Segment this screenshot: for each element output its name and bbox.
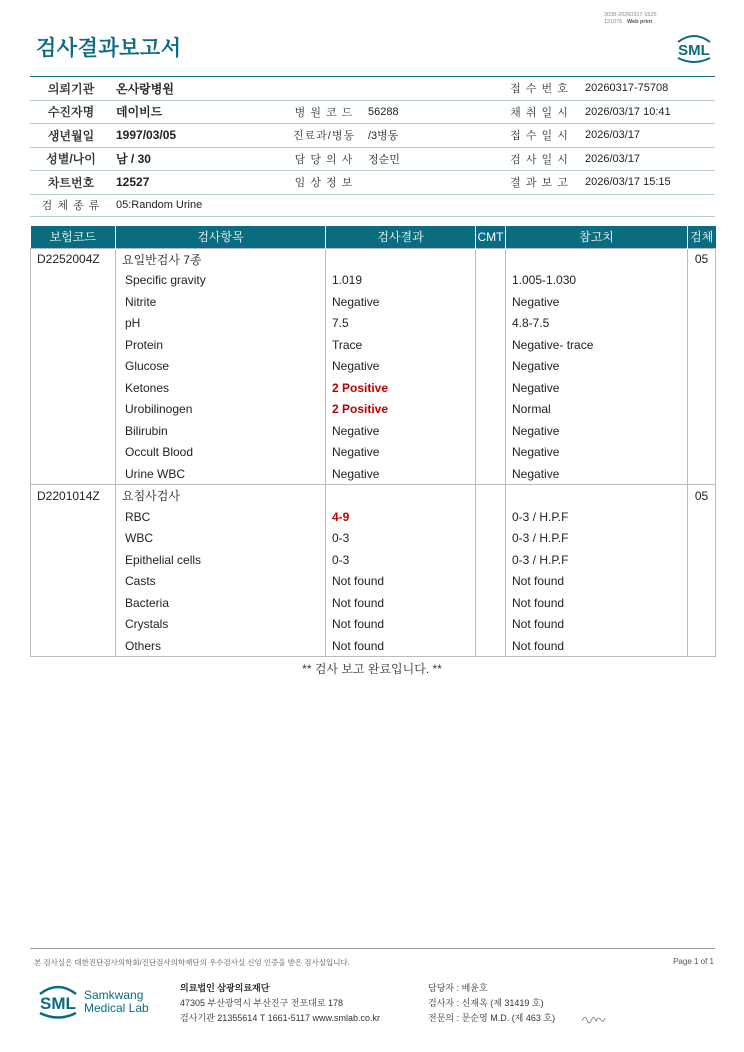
info-value xyxy=(364,77,498,101)
results-header-cell: 검체 xyxy=(688,226,716,248)
test-item-name: Ketones xyxy=(116,377,326,399)
info-row xyxy=(30,147,715,171)
info-row xyxy=(30,171,715,195)
specimen-code: 05 xyxy=(688,485,716,507)
table-row xyxy=(31,420,716,442)
svg-text:SML: SML xyxy=(40,994,76,1013)
reference-range: Negative xyxy=(506,463,688,485)
test-item-name: Crystals xyxy=(116,614,326,636)
info-row xyxy=(30,124,715,148)
specimen-value: 05:Random Urine xyxy=(112,194,715,216)
info-row-specimen xyxy=(30,194,715,216)
test-item-name: Epithelial cells xyxy=(116,549,326,571)
info-label: 결 과 보 고 xyxy=(498,171,581,195)
org-contact: 검사기관 21355614 T 1661-5117 www.smlab.co.kr xyxy=(180,1013,381,1023)
info-row xyxy=(30,100,715,124)
insurance-code: D2201014Z xyxy=(31,485,116,507)
group-row xyxy=(31,248,716,270)
info-value xyxy=(364,171,498,195)
group-row xyxy=(31,485,716,507)
info-label: 의뢰기관 xyxy=(30,77,112,101)
accreditation-note: 본 검사실은 대한진단검사의학회/진단검사의학재단의 우수검사실 신임 인증을 받은 검사실입니다. xyxy=(34,958,350,967)
test-item-name: Casts xyxy=(116,571,326,593)
test-result: Negative xyxy=(326,442,476,464)
reference-range: Normal xyxy=(506,399,688,421)
info-label: 채 취 일 시 xyxy=(498,100,581,124)
info-label: 차트번호 xyxy=(30,171,112,195)
test-item-name: Others xyxy=(116,635,326,657)
footer-divider xyxy=(30,948,715,949)
table-row xyxy=(31,528,716,550)
info-label xyxy=(284,77,364,101)
test-item-name: WBC xyxy=(116,528,326,550)
test-result: Negative xyxy=(326,463,476,485)
group-name: 요침사검사 xyxy=(116,485,326,507)
reference-range: Negative xyxy=(506,442,688,464)
table-row xyxy=(31,614,716,636)
web-print-label: Web print xyxy=(626,18,653,25)
info-label: 수진자명 xyxy=(30,100,112,124)
info-value: 온사랑병원 xyxy=(112,77,284,101)
table-row xyxy=(31,506,716,528)
results-header-cell: 검사항목 xyxy=(116,226,326,248)
test-item-name: Bilirubin xyxy=(116,420,326,442)
reference-range: Not found xyxy=(506,592,688,614)
results-header-cell: 보험코드 xyxy=(31,226,116,248)
reference-range: 0-3 / H.P.F xyxy=(506,506,688,528)
organization-info xyxy=(180,981,380,1026)
specimen-code: 05 xyxy=(688,248,716,270)
sml-logo-icon xyxy=(672,28,716,64)
info-value: 남 / 30 xyxy=(112,147,284,171)
table-row xyxy=(31,549,716,571)
staff-name: 신재옥 (제 31419 호) xyxy=(461,998,544,1008)
test-item-name: Glucose xyxy=(116,356,326,378)
table-row xyxy=(31,442,716,464)
signature-icon xyxy=(580,1012,606,1026)
test-result: 0-3 xyxy=(326,549,476,571)
table-row xyxy=(31,270,716,292)
reference-range: Not found xyxy=(506,635,688,657)
info-value: /3병동 xyxy=(364,124,498,148)
staff-row xyxy=(428,996,555,1011)
test-result: 1.019 xyxy=(326,270,476,292)
results-header-cell: CMT xyxy=(476,226,506,248)
staff-role: 담당자 : xyxy=(428,983,460,993)
reference-range: 0-3 / H.P.F xyxy=(506,528,688,550)
info-label: 검 사 일 시 xyxy=(498,147,581,171)
table-row xyxy=(31,592,716,614)
staff-row xyxy=(428,1011,555,1026)
info-value: 1997/03/05 xyxy=(112,124,284,148)
test-result: 4-9 xyxy=(326,506,476,528)
test-result: Negative xyxy=(326,420,476,442)
info-label: 임 상 정 보 xyxy=(284,171,364,195)
org-address: 47305 부산광역시 부산진구 전포대로 178 xyxy=(180,998,344,1008)
info-value: 데이비드 xyxy=(112,100,284,124)
reference-range: Not found xyxy=(506,571,688,593)
info-label: 병 원 코 드 xyxy=(284,100,364,124)
org-name: 의료법인 삼광의료재단 xyxy=(180,983,270,993)
test-item-name: Nitrite xyxy=(116,291,326,313)
info-label: 담 당 의 사 xyxy=(284,147,364,171)
results-header-cell: 참고치 xyxy=(506,226,688,248)
staff-name: 문순영 M.D. (제 463 호) xyxy=(461,1013,556,1023)
test-item-name: Urine WBC xyxy=(116,463,326,485)
insurance-code: D2252004Z xyxy=(31,248,116,270)
test-result: Not found xyxy=(326,614,476,636)
table-row xyxy=(31,313,716,335)
info-row xyxy=(30,77,715,101)
reference-range: 0-3 / H.P.F xyxy=(506,549,688,571)
test-item-name: pH xyxy=(116,313,326,335)
table-row xyxy=(31,635,716,657)
reference-range: Negative xyxy=(506,420,688,442)
info-value: 2026/03/17 15:15 xyxy=(581,171,715,195)
table-row xyxy=(31,334,716,356)
sml-logo-text: SML xyxy=(678,42,710,59)
print-code xyxy=(604,12,657,25)
table-row xyxy=(31,377,716,399)
print-code-line1: 3038-20260317-1525 xyxy=(604,12,657,18)
test-result: Trace xyxy=(326,334,476,356)
results-table xyxy=(30,226,716,657)
reference-range: Negative xyxy=(506,377,688,399)
reference-range: 4.8-7.5 xyxy=(506,313,688,335)
test-result: Not found xyxy=(326,571,476,593)
reference-range: Not found xyxy=(506,614,688,636)
info-value: 20260317-75708 xyxy=(581,77,715,101)
info-value: 56288 xyxy=(364,100,498,124)
test-item-name: Occult Blood xyxy=(116,442,326,464)
reference-range: Negative xyxy=(506,356,688,378)
info-value: 2026/03/17 xyxy=(581,124,715,148)
sml-footer-logo-icon xyxy=(36,980,80,1020)
test-result: 2 Positive xyxy=(326,399,476,421)
staff-role: 검사자 : xyxy=(428,998,460,1008)
test-result: 7.5 xyxy=(326,313,476,335)
page-number: Page 1 of 1 xyxy=(673,957,714,966)
test-item-name: Bacteria xyxy=(116,592,326,614)
patient-info-table xyxy=(30,76,715,217)
report-title: 검사결과보고서 xyxy=(36,37,182,60)
test-result: Negative xyxy=(326,291,476,313)
lab-name: Samkwang Medical Lab xyxy=(84,988,149,1015)
results-header-cell: 검사결과 xyxy=(326,226,476,248)
info-label: 생년월일 xyxy=(30,124,112,148)
test-result: 2 Positive xyxy=(326,377,476,399)
info-label: 접 수 번 호 xyxy=(498,77,581,101)
test-item-name: Specific gravity xyxy=(116,270,326,292)
reference-range: Negative- trace xyxy=(506,334,688,356)
specimen-label: 검 체 종 류 xyxy=(30,194,112,216)
reference-range: 1.005-1.030 xyxy=(506,270,688,292)
info-label: 진료과/병동 xyxy=(284,124,364,148)
test-result: Negative xyxy=(326,356,476,378)
info-value: 정순민 xyxy=(364,147,498,171)
group-name: 요일반검사 7종 xyxy=(116,248,326,270)
table-row xyxy=(31,571,716,593)
test-result: 0-3 xyxy=(326,528,476,550)
test-result: Not found xyxy=(326,635,476,657)
staff-info xyxy=(428,981,555,1026)
info-value: 2026/03/17 10:41 xyxy=(581,100,715,124)
staff-role: 전문의 : xyxy=(428,1013,460,1023)
table-row xyxy=(31,463,716,485)
table-row xyxy=(31,356,716,378)
table-row xyxy=(31,399,716,421)
print-code-line2: 121076 xyxy=(604,18,623,25)
test-item-name: Protein xyxy=(116,334,326,356)
report-complete-note: ** 검사 보고 완료입니다. ** xyxy=(302,662,442,676)
info-value: 2026/03/17 xyxy=(581,147,715,171)
test-result: Not found xyxy=(326,592,476,614)
staff-name: 배윤호 xyxy=(461,983,488,993)
test-item-name: Urobilinogen xyxy=(116,399,326,421)
info-label: 성별/나이 xyxy=(30,147,112,171)
table-row xyxy=(31,291,716,313)
info-value: 12527 xyxy=(112,171,284,195)
reference-range: Negative xyxy=(506,291,688,313)
staff-row xyxy=(428,981,555,996)
info-label: 접 수 일 시 xyxy=(498,124,581,148)
test-item-name: RBC xyxy=(116,506,326,528)
